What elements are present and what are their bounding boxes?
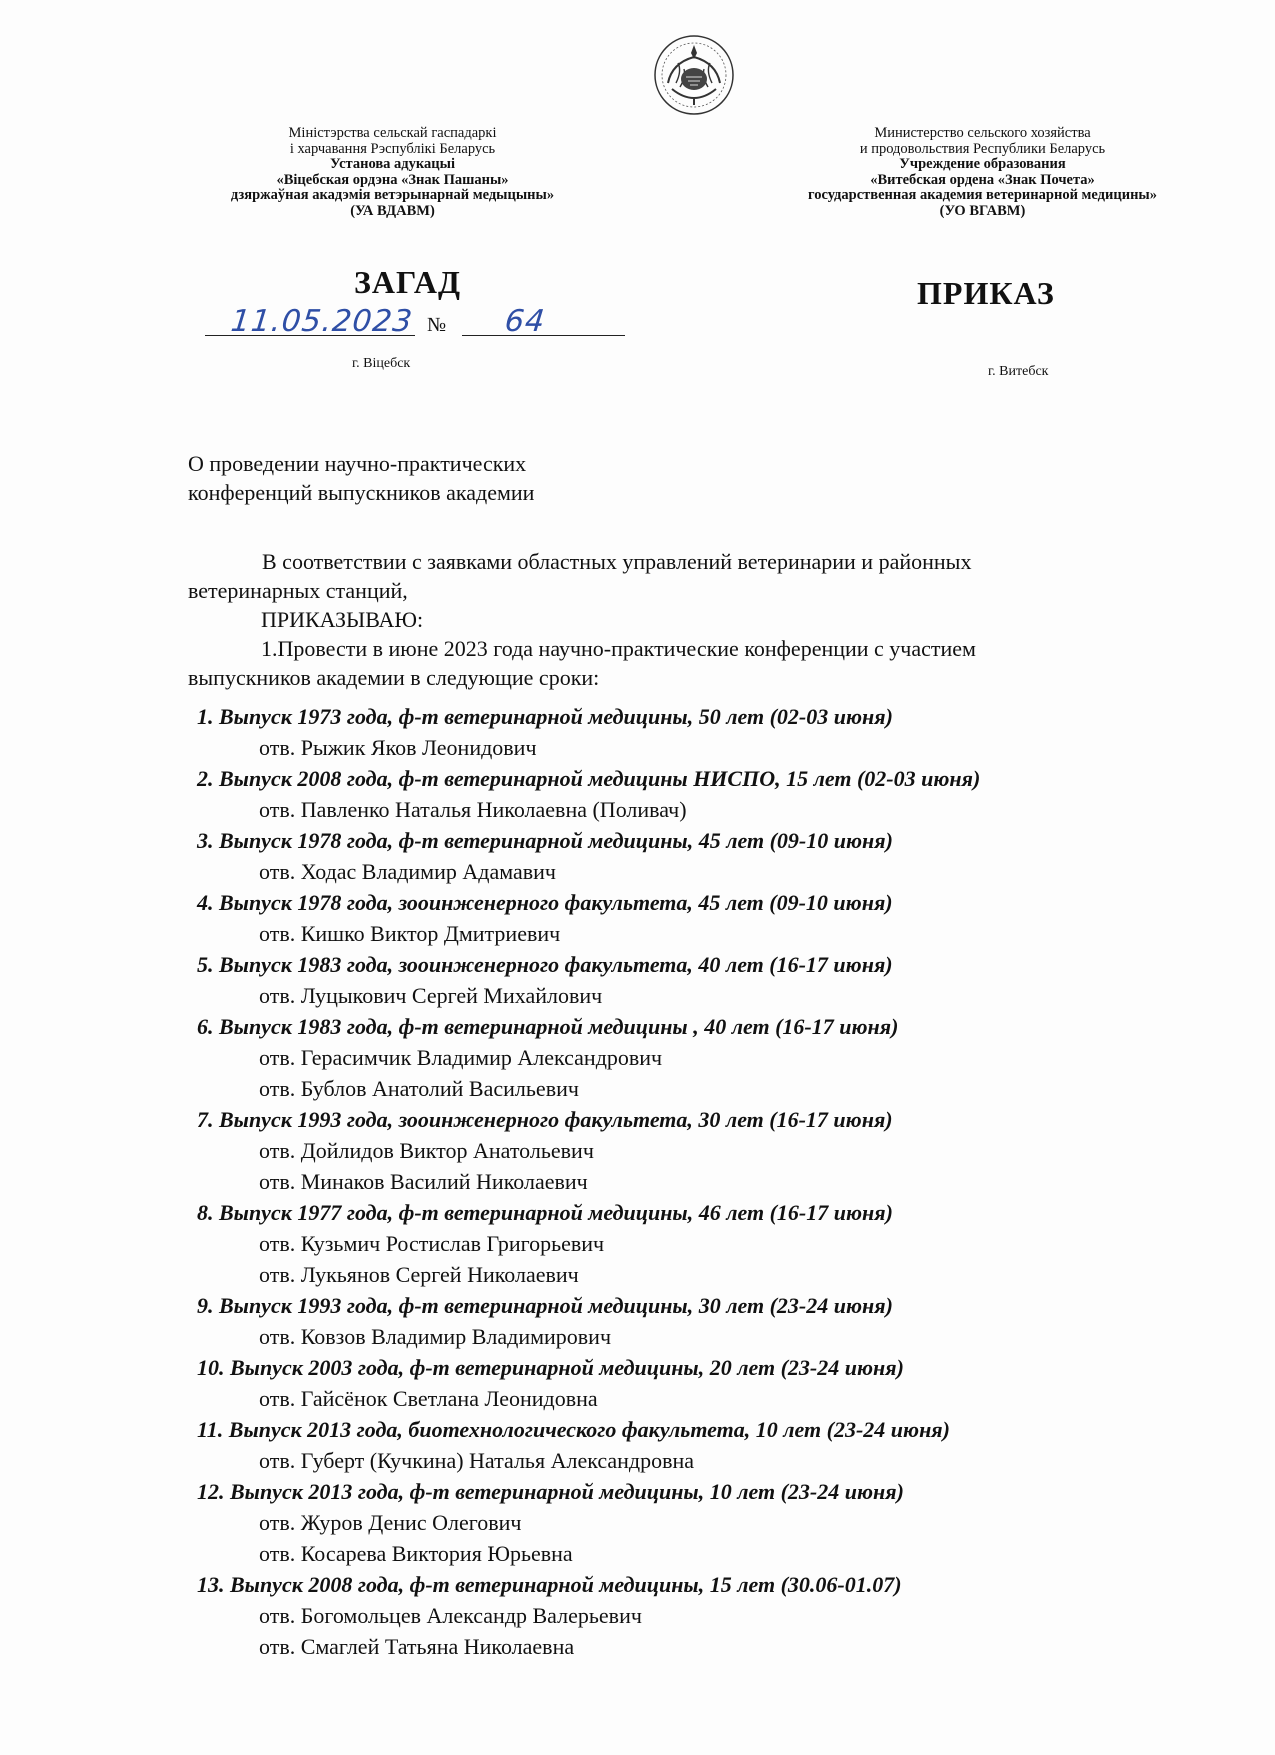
point-one-line: 1.Провести в июне 2023 года научно-практические конференции с участием (261, 636, 976, 661)
item-responsible: отв. Луцыкович Сергей Михайлович (259, 983, 603, 1008)
list-item (197, 1197, 1247, 1290)
date-number-line (205, 302, 625, 342)
org-line: «Віцебская ордэна «Знак Пашаны» (276, 171, 509, 188)
list-item (197, 701, 1247, 763)
item-responsible: отв. Рыжик Яков Леонидович (259, 735, 537, 760)
item-title: 11. Выпуск 2013 года, биотехнологического факультета, 10 лет (23-24 июня) (197, 1417, 950, 1442)
org-line: Министерство сельского хозяйства (874, 125, 1091, 141)
item-title: 3. Выпуск 1978 года, ф-т ветеринарной медицины, 45 лет (09-10 июня) (197, 828, 893, 853)
item-title: 8. Выпуск 1977 года, ф-т ветеринарной медицины, 46 лет (16-17 июня) (197, 1200, 893, 1225)
org-line: Установа адукацыі (330, 156, 455, 172)
conference-list (197, 701, 1247, 1662)
preamble-line: ветеринарных станций, (188, 578, 408, 603)
subject-line: конференций выпускников академии (188, 480, 535, 505)
item-title: 9. Выпуск 1993 года, ф-т ветеринарной медицины, 30 лет (23-24 июня) (197, 1293, 893, 1318)
org-line: (УА ВДАВМ) (350, 202, 435, 219)
item-responsible: отв. Кузьмич Ростислав Григорьевич (259, 1231, 605, 1256)
order-word: ПРИКАЗЫВАЮ: (261, 607, 424, 632)
item-responsible: отв. Богомольцев Александр Валерьевич (259, 1603, 642, 1628)
list-item (197, 825, 1247, 887)
org-block-belarusian (150, 126, 635, 219)
preamble-line: В соответствии с заявками областных управлений ветеринарии и районных (262, 549, 972, 574)
org-line: государственная академия ветеринарной медицины» (807, 187, 1157, 203)
org-line: Учреждение образования (899, 156, 1066, 172)
org-line: дзяржаўная акадэмія ветэрынарнай медыцыны» (230, 187, 555, 203)
item-title: 1. Выпуск 1973 года, ф-т ветеринарной медицины, 50 лет (02-03 июня) (197, 704, 893, 729)
list-item (197, 1352, 1247, 1414)
order-subject (188, 449, 534, 507)
list-item (197, 1476, 1247, 1569)
list-item (197, 763, 1247, 825)
list-item (197, 1414, 1247, 1476)
item-responsible: отв. Бублов Анатолий Васильевич (259, 1076, 579, 1101)
list-item (197, 1104, 1247, 1197)
item-responsible: отв. Смаглей Татьяна Николаевна (259, 1634, 575, 1659)
item-title: 10. Выпуск 2003 года, ф-т ветеринарной медицины, 20 лет (23-24 июня) (197, 1355, 904, 1380)
org-line: «Витебская ордена «Знак Почета» (870, 171, 1095, 188)
doc-type-russian: ПРИКАЗ (917, 275, 1055, 311)
item-title: 13. Выпуск 2008 года, ф-т ветеринарной медицины, 15 лет (30.06-01.07) (197, 1572, 902, 1597)
list-item (197, 949, 1247, 1011)
org-line: (УО ВГАВМ) (939, 202, 1026, 219)
list-item (197, 1011, 1247, 1104)
city-belarusian: г. Віцебск (352, 356, 411, 371)
item-responsible: отв. Дойлидов Виктор Анатольевич (259, 1138, 594, 1163)
list-item (197, 1569, 1247, 1662)
item-title: 6. Выпуск 1983 года, ф-т ветеринарной медицины , 40 лет (16-17 июня) (197, 1014, 899, 1039)
item-title: 4. Выпуск 1978 года, зооинженерного факультета, 45 лет (09-10 июня) (197, 890, 893, 915)
org-line: Міністэрства сельскай гаспадаркі (288, 125, 497, 141)
state-emblem-icon (652, 33, 736, 117)
org-line: и продовольствия Республики Беларусь (859, 140, 1106, 157)
item-responsible: отв. Журов Денис Олегович (259, 1510, 522, 1535)
handwritten-date: 11.05.2023 (229, 304, 415, 339)
item-responsible: отв. Губерт (Кучкина) Наталья Александровна (259, 1448, 695, 1473)
item-title: 2. Выпуск 2008 года, ф-т ветеринарной медицины НИСПО, 15 лет (02-03 июня) (197, 766, 981, 791)
org-line: і харчавання Рэспублікі Беларусь (289, 140, 496, 157)
list-item (197, 887, 1247, 949)
order-body (188, 547, 1218, 692)
item-title: 12. Выпуск 2013 года, ф-т ветеринарной медицины, 10 лет (23-24 июня) (197, 1479, 904, 1504)
item-responsible: отв. Герасимчик Владимир Александрович (259, 1045, 663, 1070)
item-responsible: отв. Ходас Владимир Адамавич (259, 859, 556, 884)
item-responsible: отв. Косарева Виктория Юрьевна (259, 1541, 573, 1566)
handwritten-number: 64 (503, 304, 548, 339)
item-title: 7. Выпуск 1993 года, зооинженерного факультета, 30 лет (16-17 июня) (197, 1107, 893, 1132)
item-title: 5. Выпуск 1983 года, зооинженерного факультета, 40 лет (16-17 июня) (197, 952, 893, 977)
item-responsible: отв. Кишко Виктор Дмитриевич (259, 921, 561, 946)
item-responsible: отв. Павленко Наталья Николаевна (Поливач) (259, 797, 687, 822)
list-item (197, 1290, 1247, 1352)
item-responsible: отв. Ковзов Владимир Владимирович (259, 1324, 612, 1349)
subject-line: О проведении научно-практических (188, 451, 527, 476)
item-responsible: отв. Минаков Василий Николаевич (259, 1169, 588, 1194)
number-sign: № (427, 314, 447, 336)
point-one-line: выпускников академии в следующие сроки: (188, 665, 600, 690)
item-responsible: отв. Лукьянов Сергей Николаевич (259, 1262, 579, 1287)
doc-type-belarusian: ЗАГАД (354, 264, 461, 300)
item-responsible: отв. Гайсёнок Светлана Леонидовна (259, 1386, 598, 1411)
city-russian: г. Витебск (988, 364, 1049, 379)
org-block-russian (720, 126, 1245, 219)
